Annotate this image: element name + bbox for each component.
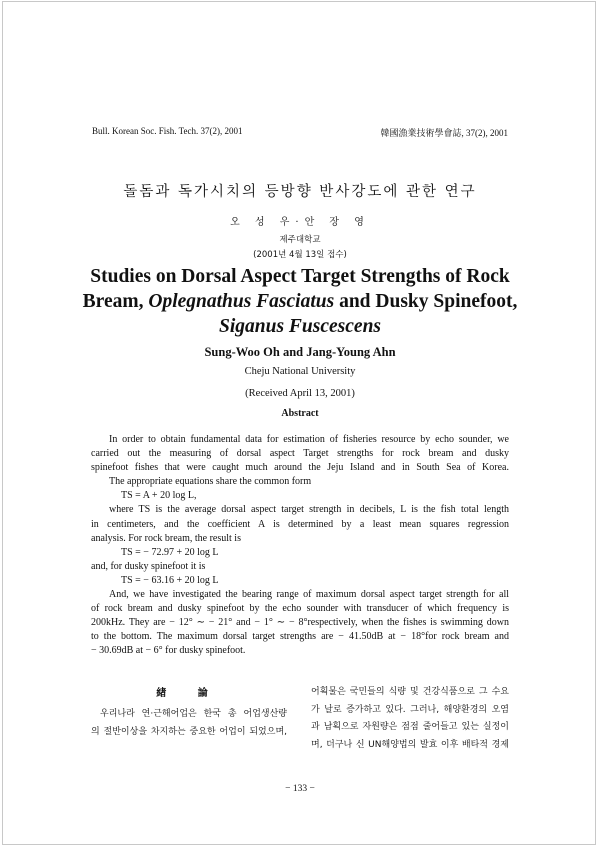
english-affiliation: Cheju National University (244, 366, 356, 377)
abstract-body (91, 433, 509, 659)
equation-rock-bream: TS = − 72.97 + 20 log L (121, 546, 219, 558)
body-line: 어획물은 국민들의 식량 및 건강식품으로 그 수요 (311, 687, 509, 697)
abstract-line: spinefoot fishes that were caught much around the Jeju Island and in South Sea of Korea. (91, 462, 509, 474)
abstract-line: carried out the measuring of dorsal aspect Target strengths for rock bream and dusky (91, 448, 509, 460)
english-authors: Sung-Woo Oh and Jang-Young Ahn (204, 345, 396, 359)
korean-affiliation: 제주대학교 (279, 235, 321, 245)
abstract-line: 200kHz. They are − 12° ∼ − 21° and − 1° ∼ − 8°respectively, when the fishes is swimming down (91, 617, 509, 629)
korean-authors: 오 성 우·안 장 영 (230, 217, 370, 228)
body-line: 우리나라 연·근해어업은 한국 총 어업생산량 (100, 709, 287, 719)
body-line: 의 절반이상을 차지하는 중요한 어업이 되었으며, (91, 726, 287, 737)
english-title-line-1: Studies on Dorsal Aspect Target Strengths of Rock (90, 266, 510, 287)
korean-received-date: (2001년 4월 13일 접수) (253, 250, 347, 260)
species-name-rock-bream: Oplegnathus Fasciatus (148, 291, 335, 312)
abstract-line: and, for dusky spinefoot it is (91, 560, 206, 572)
equation-dusky-spinefoot: TS = − 63.16 + 20 log L (121, 574, 219, 586)
abstract-heading: Abstract (281, 408, 319, 419)
journal-header-right: 韓國漁業技術學會誌, 37(2), 2001 (380, 128, 508, 138)
abstract-line: analysis. For rock bream, the result is (91, 532, 241, 544)
abstract-line: to the bottom. The maximum dorsal target strengths are − 41.50dB at − 18°for rock bream and (91, 631, 509, 643)
body-line: 며, 더구나 신 UN해양법의 발효 이후 배타적 경제 (311, 739, 509, 750)
abstract-line: − 30.69dB at − 6° for dusky spinefoot. (91, 645, 246, 657)
english-received-date: (Received April 13, 2001) (245, 388, 355, 399)
english-title-line-3 (0, 314, 600, 339)
page-number: − 133 − (285, 784, 315, 794)
abstract-line: In order to obtain fundamental data for estimation of fisheries resource by echo sounder, we (109, 434, 509, 445)
english-title (0, 264, 600, 339)
equation-common-form: TS = A + 20 log L, (121, 490, 197, 502)
abstract-line: where TS is the average dorsal aspect target strength in decibels, L is the fish total length (109, 504, 509, 516)
journal-header-left: Bull. Korean Soc. Fish. Tech. 37(2), 2001 (92, 126, 243, 136)
body-column-left (91, 706, 287, 741)
body-column-right (311, 684, 509, 754)
abstract-line: The appropriate equations share the common form (109, 476, 312, 488)
english-title-line-2: Bream, Oplegnathus Fasciatus and Dusky Spinefoot, (82, 291, 518, 312)
korean-title: 돌돔과 독가시치의 등방향 반사강도에 관한 연구 (123, 184, 477, 200)
species-name-dusky-spinefoot: Siganus Fuscescens (219, 316, 381, 337)
body-line: 과 남획으로 자원량은 점점 줄어들고 있는 실정이 (311, 722, 509, 732)
abstract-line: in centimeters, and the coefficient A is determined by a least mean squares regression (91, 518, 509, 530)
body-line: 가 날로 증가하고 있다. 그러나, 해양환경의 오염 (311, 704, 509, 715)
introduction-heading: 緖 論 (156, 688, 222, 699)
abstract-line: And, we have investigated the bearing range of maximum dorsal aspect target strength for all (109, 589, 509, 601)
abstract-line: of rock bream and dusky spinefoot by the echo sounder with transducer of which frequency is (91, 603, 509, 615)
